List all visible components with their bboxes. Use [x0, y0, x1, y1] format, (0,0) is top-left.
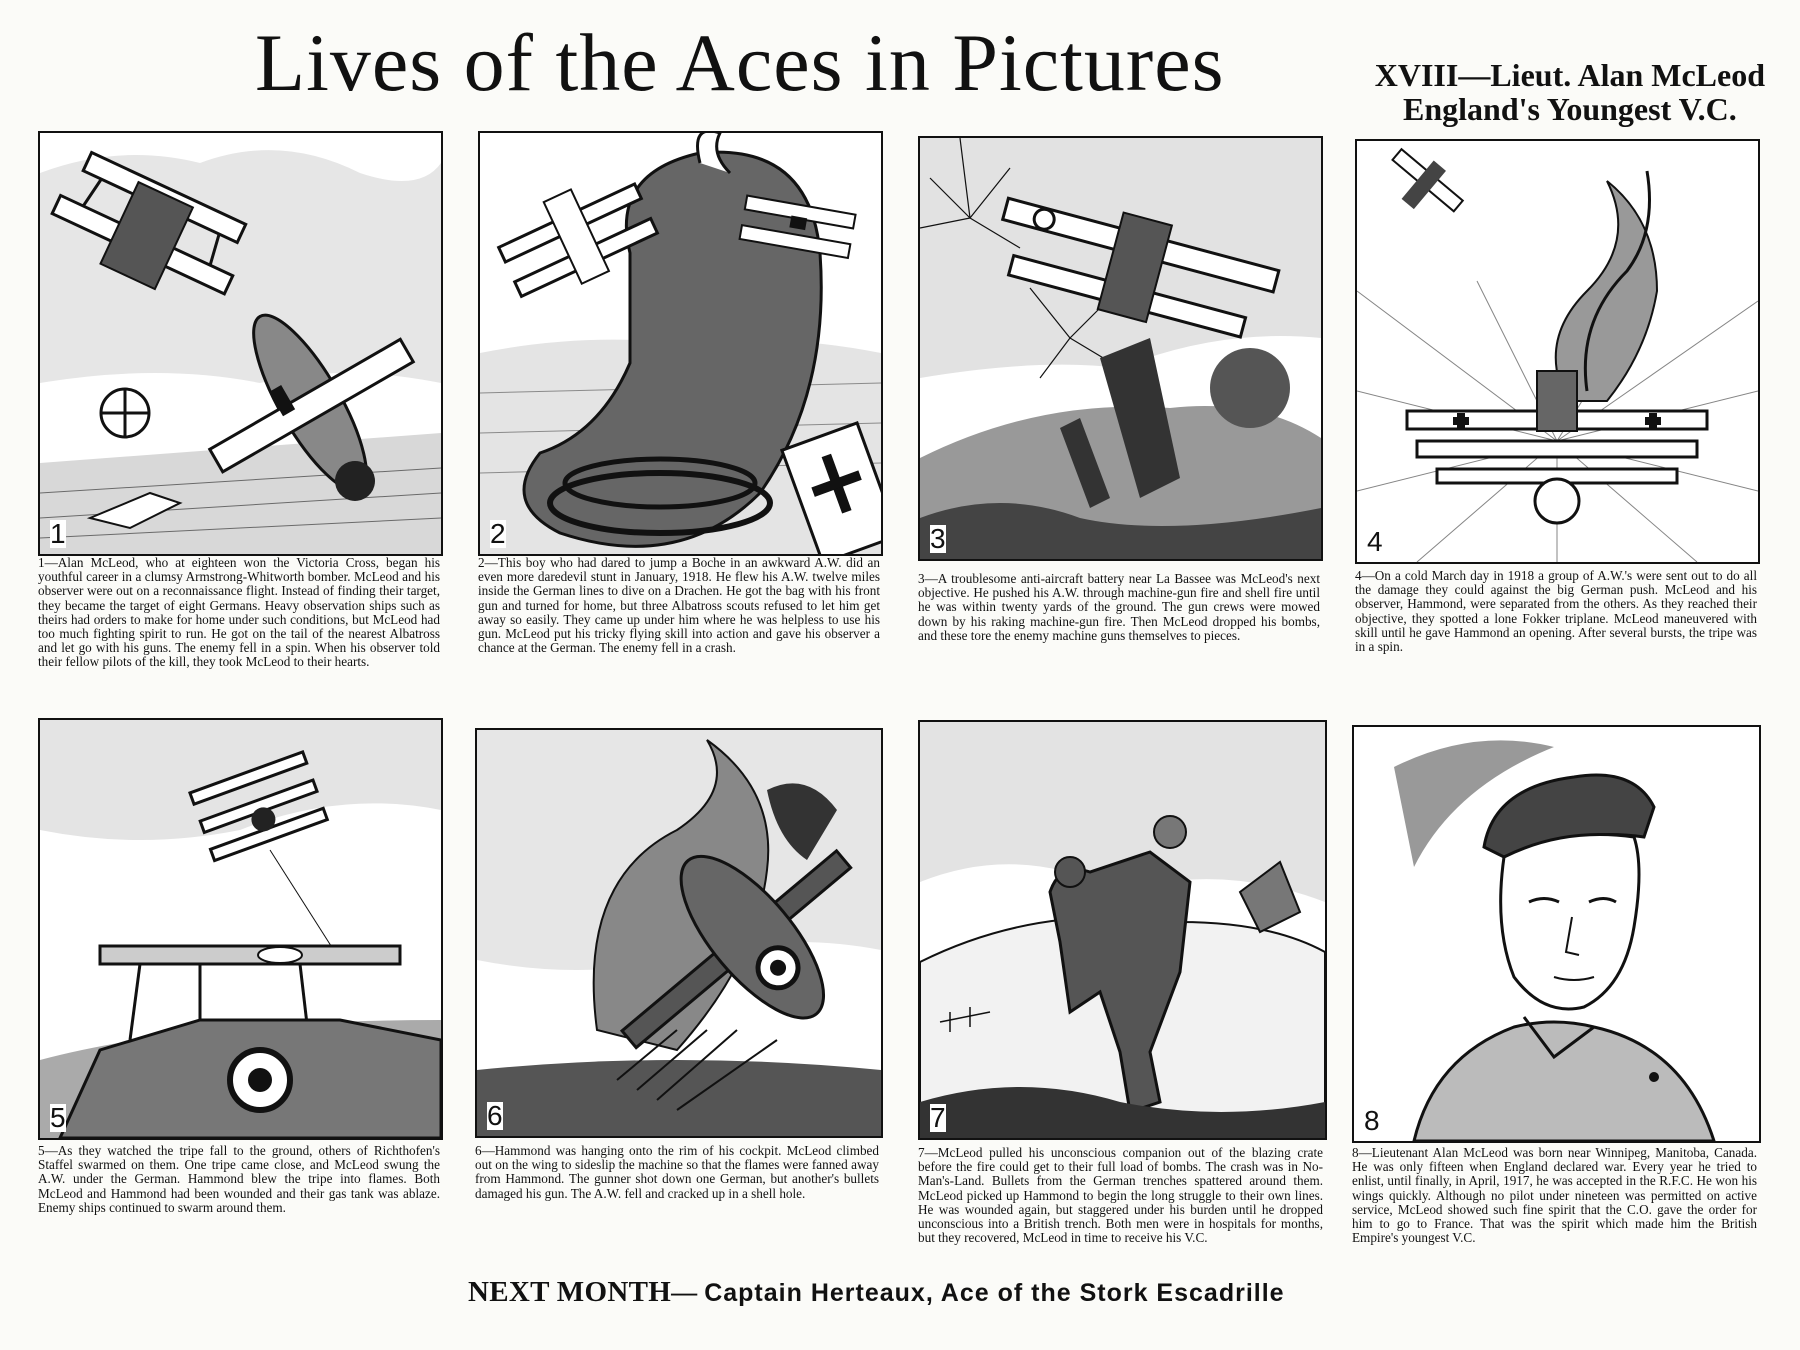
rescue-in-no-mans-land-drawing	[920, 722, 1325, 1138]
illustration-panel-5	[38, 718, 443, 1140]
next-month-banner	[468, 1276, 1285, 1309]
caption-5: 5—As they watched the tripe fall to the ground, others of Richthofen's Staffel swarmed on them. One tripe came close, and McLeod swung the A.W. under the German. Hammond blew the tripe into flames. Both McLeod and Hammond had been wounded and their gas tank was ablaze. Enemy ships continued to swarm around them.	[38, 1143, 440, 1215]
illustration-panel-3	[918, 136, 1323, 561]
caption-2: 2—This boy who had dared to jump a Boche in an awkward A.W. did an even more daredevil stunt in January, 1918. He flew his A.W. twelve miles inside the German lines to dive on a Drachen. He got the bag with his front gun and turned for home, but three Albatross scouts refused to let him get away so easily. They came up under him where he was helpless to use his gun. McLeod put his tricky flying skill into action and gave his observer a chance at the German. The enemy fell in a crash.	[478, 555, 880, 656]
illustration-panel-7	[918, 720, 1327, 1140]
panel-number-6: 6	[487, 1100, 503, 1131]
panel-number-3: 3	[930, 523, 946, 554]
burning-plane-sideslip-drawing	[477, 730, 881, 1136]
caption-4: 4—On a cold March day in 1918 a group of A.W.'s were sent out to do all the damage they could against the big German push. McLeod and his observer, Hammond, were separated from the others. As they reached their objective, they spotted a lone Fokker triplane. McLeod maneuvered with skill until he gave Hammond an opening. After several bursts, the tripe was in a spin.	[1355, 568, 1757, 655]
triplane-attack-drawing	[40, 720, 441, 1138]
balloon-attack-drawing	[480, 133, 881, 554]
next-month-label: NEXT MONTH	[468, 1276, 672, 1308]
series-subtitle	[1375, 58, 1765, 126]
next-month-subject: Captain Herteaux, Ace of the Stork Escadrille	[704, 1279, 1285, 1307]
caption-8: 8—Lieutenant Alan McLeod was born near Winnipeg, Manitoba, Canada. He was only fifteen when England declared war. Every year he tried to enlist, until finally, in April, 1917, he was accepted in the R.F.C. He won his wings quickly. Although no pilot under nineteen was permitted on active service, McLeod showed such fine spirit that the C.O. gave the order for him to go to France. That was the spirit which made him the British Empire's youngest V.C.	[1352, 1145, 1757, 1246]
caption-1: 1—Alan McLeod, who at eighteen won the Victoria Cross, began his youthful career in a clumsy Armstrong-Whitworth bomber. McLeod and his observer were out on a reconnaissance flight. Instead of finding their target, they became the target of eight Germans. Heavy observation ships such as theirs had orders to make for home under such conditions, but McLeod had too much fighting spirit to run. He got on the tail of the nearest Albatross and let go with his guns. The enemy fell in a spin. When his observer told their fellow pilots of the kill, they took McLeod to their hearts.	[38, 555, 440, 670]
subtitle-line-1: XVIII—Lieut. Alan McLeod	[1374, 57, 1765, 93]
caption-7: 7—McLeod pulled his unconscious companion out of the blazing crate before the fire could get to their full load of bombs. The crash was in No-Man's-Land. Bullets from the German trenches spattered around them. McLeod picked up Hammond to begin the long struggle to their own lines. He was wounded again, but staggered under his burden until he dropped unconscious into a British trench. Both men were in hospitals for months, but they recovered, McLeod in time to receive his V.C.	[918, 1145, 1323, 1246]
panel-number-5: 5	[50, 1102, 66, 1133]
caption-6: 6—Hammond was hanging onto the rim of his cockpit. McLeod climbed out on the wing to sideslip the machine so that the flames were fanned away from Hammond. The gunner shot down one German, but another's bullets damaged his gun. The A.W. fell and cracked up in a shell hole.	[475, 1143, 879, 1201]
subtitle-line-2: England's Youngest V.C.	[1402, 91, 1737, 127]
portrait-alan-mcleod-drawing	[1354, 727, 1759, 1141]
anti-aircraft-battery-drawing	[920, 138, 1321, 559]
panel-number-7: 7	[930, 1102, 946, 1133]
biplane-dogfight-drawing	[40, 133, 441, 554]
panel-number-1: 1	[50, 518, 66, 549]
panel-number-2: 2	[490, 518, 506, 549]
panel-number-4: 4	[1367, 526, 1383, 557]
page-title: Lives of the Aces in Pictures	[255, 17, 1225, 108]
illustration-panel-2	[478, 131, 883, 556]
illustration-panel-4	[1355, 139, 1760, 564]
illustration-panel-6	[475, 728, 883, 1138]
illustration-panel-1	[38, 131, 443, 556]
fokker-triplane-in-flames-drawing	[1357, 141, 1758, 562]
next-month-dash: —	[671, 1278, 698, 1307]
illustration-panel-8	[1352, 725, 1761, 1143]
caption-3: 3—A troublesome anti-aircraft battery near La Bassee was McLeod's next objective. He pushed his A.W. through machine-gun fire and shell fire until he was within twenty yards of the ground. The gun crews were mowed down by his raking machine-gun fire. Then McLeod dropped his bombs, and these tore the enemy machine guns themselves to pieces.	[918, 571, 1320, 643]
panel-number-8: 8	[1364, 1105, 1380, 1136]
